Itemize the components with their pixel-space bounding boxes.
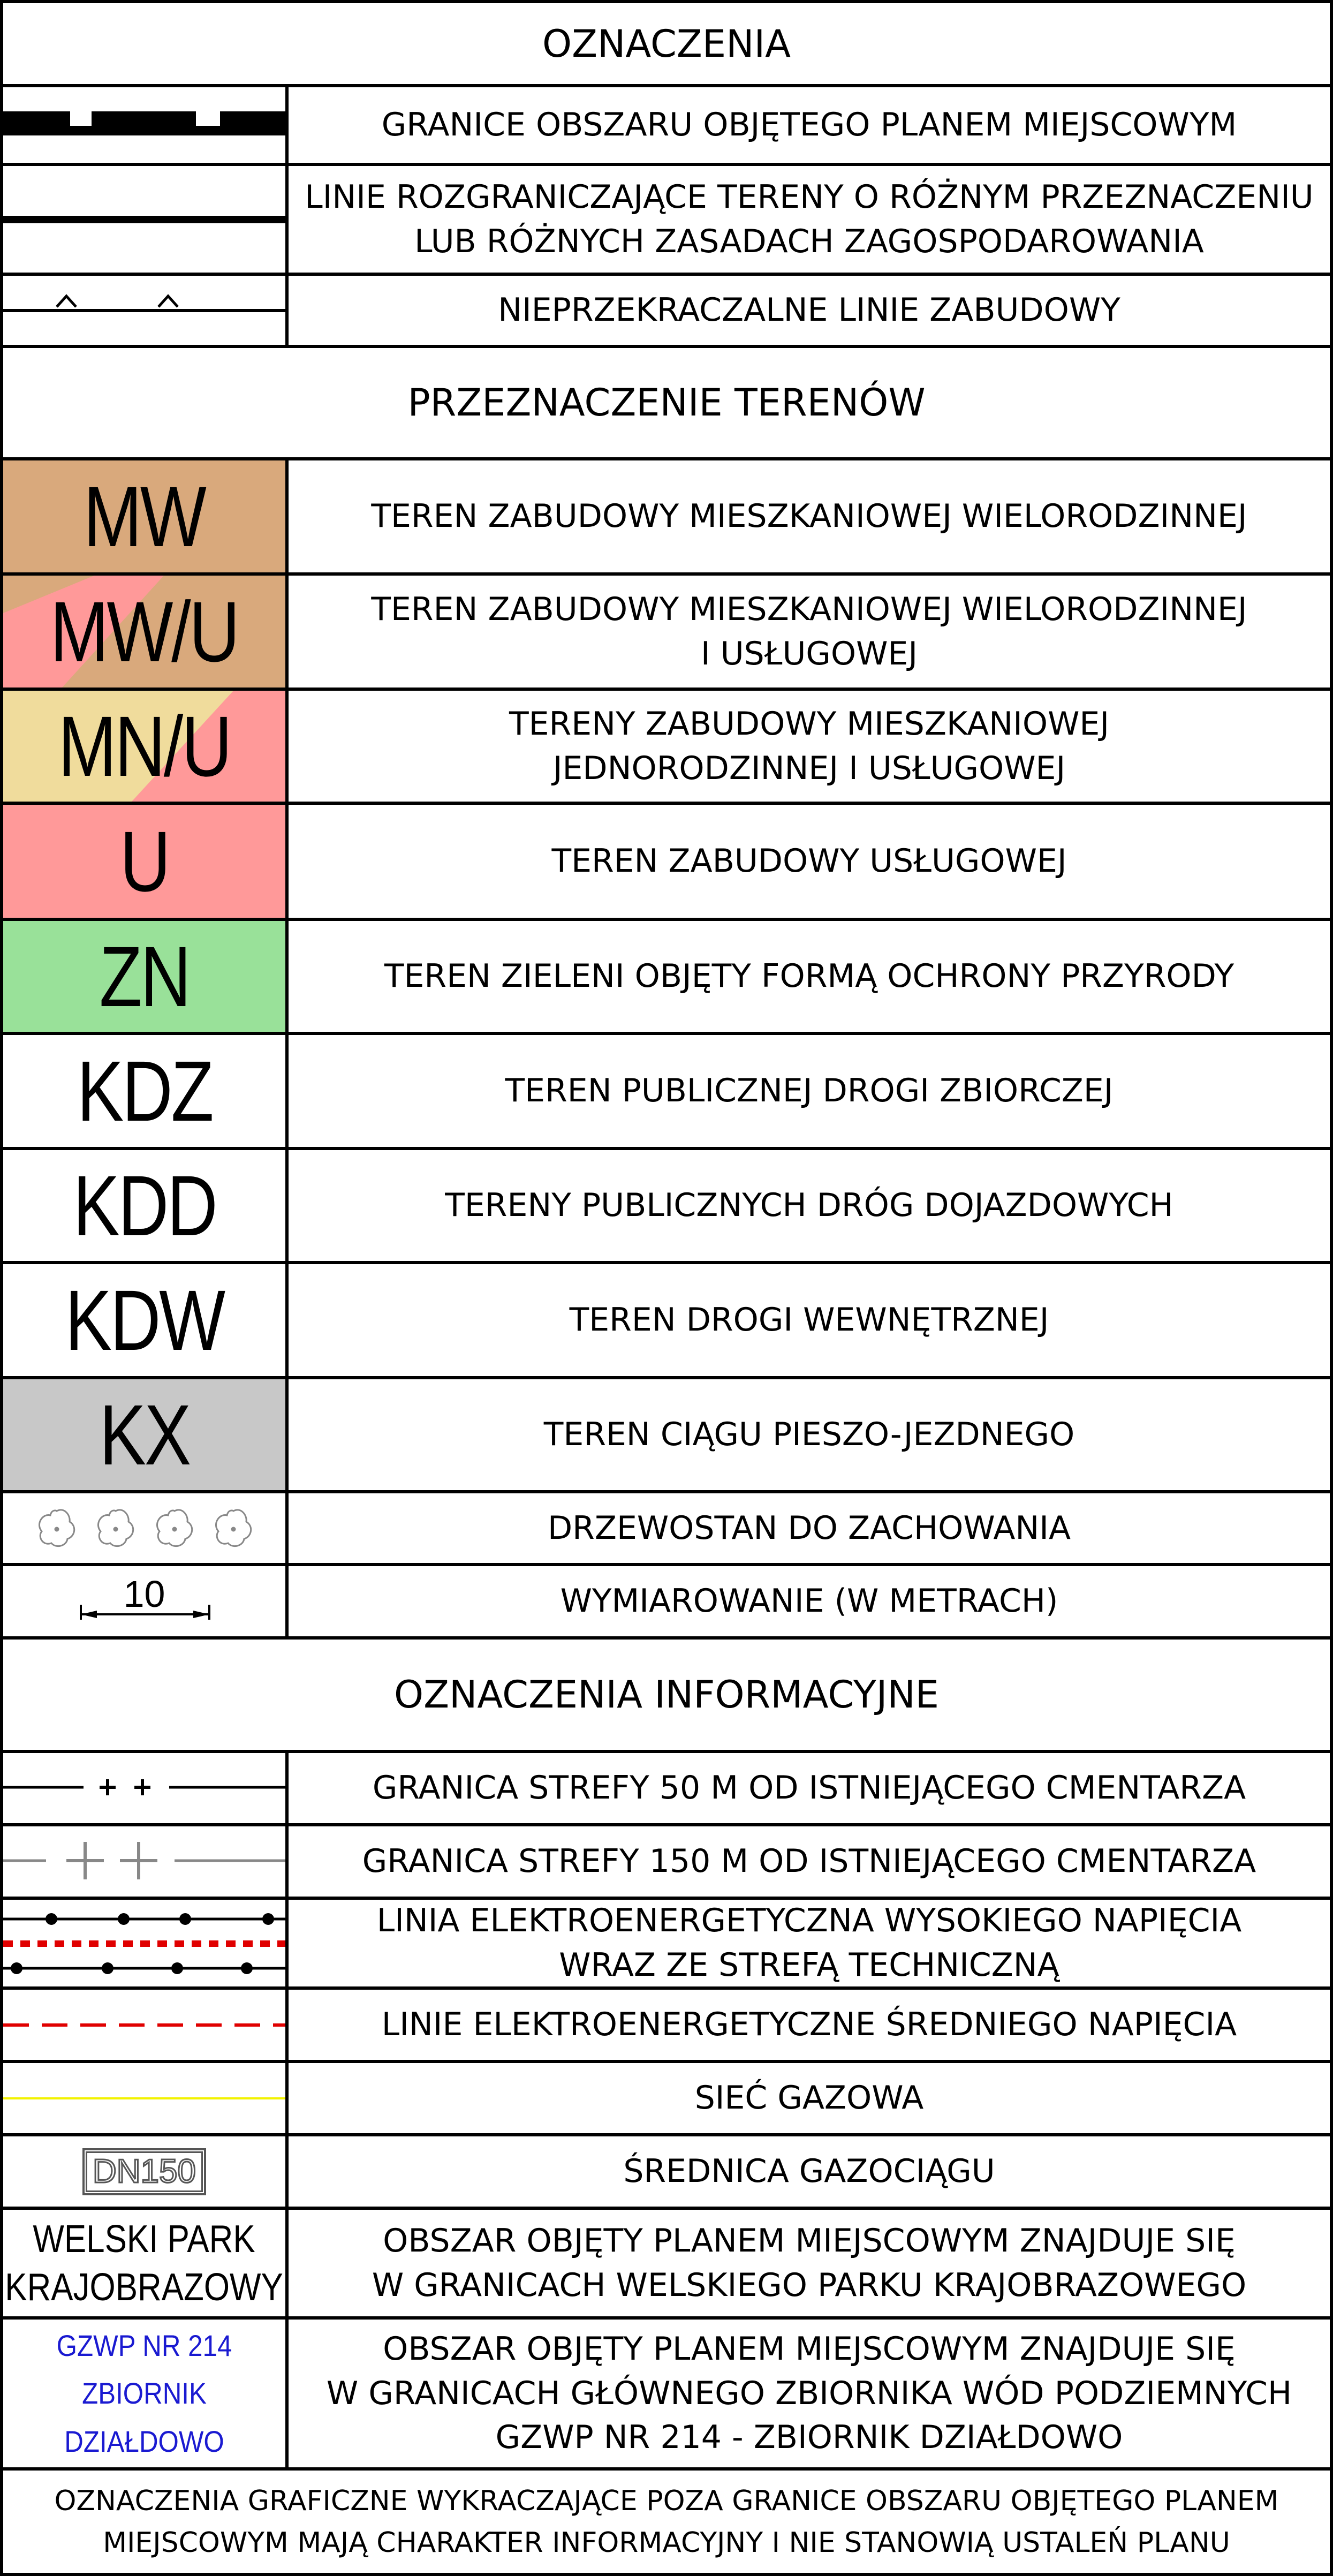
pipe-diameter-label: ŚREDNICA GAZOCIĄGU — [623, 2152, 995, 2190]
zone-u-swatch — [3, 805, 289, 918]
zone-u-code: U — [119, 813, 169, 909]
zone-kdd-label-line-1: TERENY PUBLICZNYCH DRÓG DOJAZDOWYCH — [445, 1187, 1173, 1225]
dimension-symbol — [3, 1566, 289, 1636]
zone-kx-label — [289, 1379, 1330, 1490]
zone-mw-label-line-1: TEREN ZABUDOWY MIESZKANIOWEJ WIELORODZINNEJ — [371, 497, 1247, 535]
welski-park-label — [289, 2210, 1330, 2316]
zone-kdd-swatch — [3, 1150, 289, 1261]
zone-kdw-code: KDW — [65, 1272, 224, 1368]
park-symbol-line-1: WELSKI PARK — [33, 2217, 256, 2261]
zone-mn-u-swatch — [3, 691, 289, 802]
gzwp-symbol — [3, 2320, 289, 2467]
zone-mw-u-label — [289, 576, 1330, 688]
zone-mn-u-label — [289, 691, 1330, 802]
zone-zn-label-line-1: TEREN ZIELENI OBJĘTY FORMĄ OCHRONY PRZYRODY — [384, 957, 1234, 995]
zone-mw-label — [289, 460, 1330, 572]
row-dividing-lines — [0, 166, 1333, 276]
zone-mw-u-swatch — [3, 576, 289, 688]
mv-line-symbol — [3, 1990, 289, 2060]
trees-symbol — [3, 1493, 289, 1563]
zone-mw-u-code: MW/U — [50, 583, 239, 679]
cemetery-150-label: GRANICA STREFY 150 M OD ISTNIEJĄCEGO CMENTARZA — [362, 1842, 1256, 1880]
row-zone-u — [0, 805, 1333, 921]
park-symbol-line-2: KRAJOBRAZOWY — [5, 2265, 284, 2309]
gzwp-label-line-2: W GRANICACH GŁÓWNEGO ZBIORNIKA WÓD PODZIEMNYCH — [326, 2374, 1292, 2412]
zone-kx-swatch — [3, 1379, 289, 1490]
pipe-code-box — [82, 2148, 206, 2195]
park-label-line-1: OBSZAR OBJĘTY PLANEM MIEJSCOWYM ZNAJDUJE SIĘ — [383, 2222, 1236, 2260]
tree-icon — [39, 1510, 74, 1546]
building-line-symbol — [3, 276, 289, 345]
gas-network-symbol — [3, 2063, 289, 2133]
zone-kdd-code: KDD — [72, 1157, 216, 1253]
gas-network-label: SIEĆ GAZOWA — [694, 2079, 924, 2117]
row-welski-park — [0, 2210, 1333, 2320]
plan-boundary-symbol — [3, 87, 289, 163]
plan-boundary-label: GRANICE OBSZARU OBJĘTEGO PLANEM MIEJSCOWYM — [381, 106, 1237, 144]
dividing-lines-label-line-2: LUB RÓŻNYCH ZASADACH ZAGOSPODAROWANIA — [414, 222, 1204, 260]
park-label-line-2: W GRANICACH WELSKIEGO PARKU KRAJOBRAZOWEGO — [372, 2266, 1247, 2304]
header-przeznaczenie-terenow: PRZEZNACZENIE TERENÓW — [0, 348, 1333, 460]
cemetery-50-label: GRANICA STREFY 50 M OD ISTNIEJĄCEGO CMENTARZA — [372, 1769, 1246, 1807]
zone-zn-swatch — [3, 921, 289, 1032]
row-zone-mn-u — [0, 691, 1333, 805]
row-gzwp — [0, 2320, 1333, 2471]
row-zone-mw-u — [0, 576, 1333, 691]
row-building-lines — [0, 276, 1333, 348]
row-trees — [0, 1493, 1333, 1566]
row-pipe-diameter — [0, 2136, 1333, 2210]
tree-icon — [98, 1510, 133, 1546]
header-oznaczenia: OZNACZENIA — [0, 0, 1333, 87]
footer-note-line-2: MIEJSCOWYM MAJĄ CHARAKTER INFORMACYJNY I NIE STANOWIĄ USTALEŃ PLANU — [103, 2526, 1230, 2559]
dimension-value: 10 — [123, 1573, 165, 1615]
row-zone-kdd — [0, 1150, 1333, 1264]
row-zone-zn — [0, 921, 1333, 1035]
hv-line-label — [289, 1900, 1330, 1986]
zone-mn-u-label-line-1: TERENY ZABUDOWY MIESZKANIOWEJ — [509, 705, 1110, 743]
row-plan-boundary — [0, 87, 1333, 166]
zone-kdd-label — [289, 1150, 1330, 1261]
row-gas-network — [0, 2063, 1333, 2136]
gzwp-label-line-3: GZWP NR 214 - ZBIORNIK DZIAŁDOWO — [495, 2419, 1123, 2457]
zone-mw-u-label-line-1: TEREN ZABUDOWY MIESZKANIOWEJ WIELORODZINNEJ — [371, 590, 1247, 628]
zone-kdw-label — [289, 1264, 1330, 1376]
row-dimension — [0, 1566, 1333, 1640]
mv-line-label: LINIE ELEKTROENERGETYCZNE ŚREDNIEGO NAPIĘCIA — [381, 2006, 1237, 2044]
footer-note — [0, 2471, 1333, 2576]
hv-line-label-line-1: LINIA ELEKTROENERGETYCZNA WYSOKIEGO NAPIĘCIA — [376, 1902, 1242, 1940]
zone-mw-swatch — [3, 460, 289, 572]
dividing-line-symbol — [3, 166, 289, 273]
building-lines-label: NIEPRZEKRACZALNE LINIE ZABUDOWY — [498, 291, 1120, 329]
zone-kx-label-line-1: TEREN CIĄGU PIESZO-JEZDNEGO — [543, 1416, 1075, 1454]
zone-zn-code: ZN — [99, 928, 190, 1024]
zone-mn-u-label-line-2: JEDNORODZINNEJ I USŁUGOWEJ — [552, 749, 1066, 787]
zone-u-label — [289, 805, 1330, 918]
hv-line-symbol — [3, 1900, 289, 1986]
zone-u-label-line-1: TEREN ZABUDOWY USŁUGOWEJ — [551, 842, 1067, 880]
dimension-label: WYMIAROWANIE (W METRACH) — [560, 1582, 1058, 1620]
pipe-diameter-symbol — [3, 2136, 289, 2207]
zone-mn-u-code: MN/U — [58, 698, 231, 794]
zone-kdw-label-line-1: TEREN DROGI WEWNĘTRZNEJ — [569, 1301, 1049, 1339]
row-hv-line — [0, 1900, 1333, 1990]
tree-icon — [157, 1510, 192, 1546]
row-cemetery-50 — [0, 1753, 1333, 1826]
footer-note-line-1: OZNACZENIA GRAFICZNE WYKRACZAJĄCE POZA GRANICE OBSZARU OBJĘTEGO PLANEM — [54, 2484, 1279, 2517]
zone-kdz-swatch — [3, 1035, 289, 1147]
tree-icon — [216, 1510, 251, 1546]
zone-kdz-label — [289, 1035, 1330, 1147]
zone-mw-u-label-line-2: I USŁUGOWEJ — [700, 634, 918, 673]
cemetery-150-symbol — [3, 1826, 289, 1897]
pipe-code: DN150 — [93, 2152, 196, 2190]
row-zone-kdw — [0, 1264, 1333, 1379]
zone-zn-label — [289, 921, 1330, 1032]
zone-kdz-label-line-1: TEREN PUBLICZNEJ DROGI ZBIORCZEJ — [505, 1072, 1114, 1110]
zone-kx-code: KX — [99, 1386, 190, 1483]
gzwp-label — [289, 2320, 1330, 2467]
hv-line-label-line-2: WRAZ ZE STREFĄ TECHNICZNĄ — [559, 1946, 1059, 1984]
header-oznaczenia-informacyjne: OZNACZENIA INFORMACYJNE — [0, 1640, 1333, 1753]
row-zone-kdz — [0, 1035, 1333, 1150]
dividing-lines-label — [289, 166, 1330, 273]
gzwp-symbol-line-2: ZBIORNIK DZIAŁDOWO — [64, 2376, 224, 2458]
gzwp-symbol-line-1: GZWP NR 214 — [56, 2328, 232, 2362]
row-zone-mw — [0, 460, 1333, 576]
zone-kdz-code: KDZ — [77, 1043, 212, 1139]
row-cemetery-150 — [0, 1826, 1333, 1900]
welski-park-symbol — [3, 2210, 289, 2316]
zone-mw-code: MW — [84, 468, 205, 564]
cemetery-50-symbol — [3, 1753, 289, 1823]
trees-label: DRZEWOSTAN DO ZACHOWANIA — [547, 1509, 1071, 1547]
gzwp-label-line-1: OBSZAR OBJĘTY PLANEM MIEJSCOWYM ZNAJDUJE SIĘ — [383, 2330, 1236, 2368]
row-zone-kx — [0, 1379, 1333, 1493]
row-mv-line — [0, 1990, 1333, 2063]
dividing-lines-label-line-1: LINIE ROZGRANICZAJĄCE TERENY O RÓŻNYM PRZEZNACZENIU — [305, 178, 1314, 216]
zone-kdw-swatch — [3, 1264, 289, 1376]
